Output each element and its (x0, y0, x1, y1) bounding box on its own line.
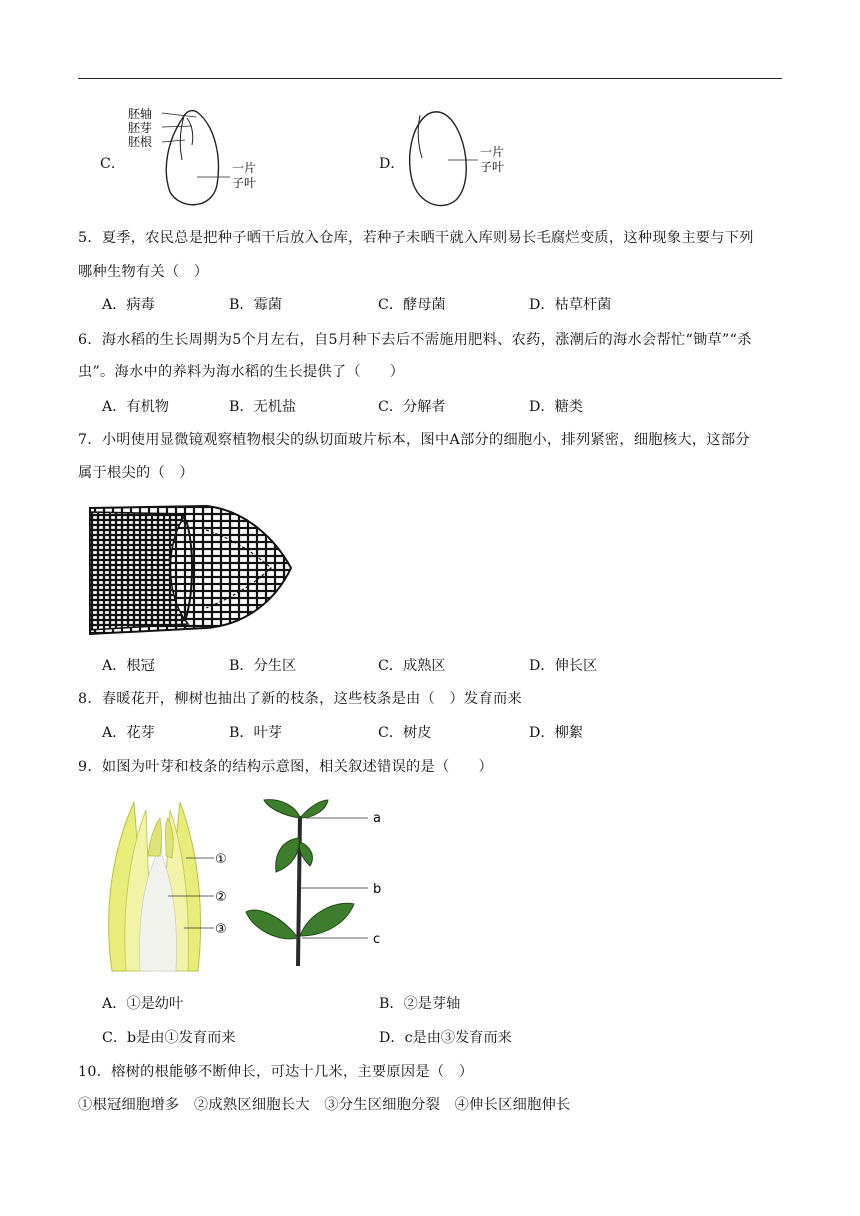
q9-option-d: D．c是由③发育而来 (379, 1030, 512, 1046)
q5-option-b: B．霉菌 (229, 297, 282, 313)
q4-option-c-letter: C． (100, 156, 126, 172)
q8-option-c: C．树皮 (378, 725, 432, 741)
q8-option-d: D．柳絮 (529, 725, 583, 741)
q7-option-d: D．伸长区 (529, 658, 598, 674)
branch-label-c: c (373, 932, 381, 947)
question-10-line-2: ①根冠细胞增多 ②成熟区细胞长大 ③分生区细胞分裂 ④伸长区细胞伸长 (78, 1097, 571, 1113)
q4-option-d-letter: D． (379, 156, 405, 172)
bud-label-1: ① (215, 852, 227, 867)
q7-option-b: B．分生区 (229, 658, 297, 674)
seed-figure-d (400, 100, 530, 212)
bud-label-2: ② (215, 890, 227, 905)
question-6-line-2: 虫”。海水中的养料为海水稻的生长提供了（ ） (78, 364, 405, 380)
label-cotyledon-line1: 一片 (232, 161, 257, 175)
root-tip-figure (86, 500, 298, 640)
question-8-line-1: 8．春暖花开，柳树也抽出了新的枝条，这些枝条是由（ ）发育而来 (78, 691, 522, 707)
bud-label-3: ③ (215, 922, 227, 937)
q9-option-c: C．b是由①发育而来 (102, 1030, 236, 1046)
label-cotyledon-line2: 子叶 (232, 176, 257, 190)
label-plumule: 胚芽 (128, 121, 153, 135)
q6-option-a: A．有机物 (102, 399, 169, 415)
q5-option-a: A．病毒 (102, 297, 155, 313)
question-7-line-2: 属于根尖的（ ） (78, 465, 194, 481)
q6-option-c: C．分解者 (378, 399, 446, 415)
leaf-bud-figure (104, 796, 244, 974)
q5-option-d: D．枯草杆菌 (529, 297, 612, 313)
question-5-line-1: 5．夏季，农民总是把种子晒干后放入仓库，若种子未晒干就入库则易长毛腐烂变质，这种现象主要与下列 (78, 230, 754, 246)
q8-option-b: B．叶芽 (229, 725, 282, 741)
q9-option-a: A．①是幼叶 (102, 996, 184, 1012)
q6-option-b: B．无机盐 (229, 399, 297, 415)
branch-figure (244, 796, 394, 974)
q6-option-d: D．糖类 (529, 399, 583, 415)
label-cotyledon-d-line1: 一片 (480, 145, 505, 159)
q8-option-a: A．花芽 (102, 725, 155, 741)
header-rule (78, 78, 782, 79)
q5-option-c: C．酵母菌 (378, 297, 446, 313)
label-hypocotyl: 胚轴 (128, 107, 153, 121)
q9-option-b: B．②是芽轴 (379, 996, 461, 1012)
question-5-line-2: 哪种生物有关（ ） (78, 264, 209, 280)
question-9-line-1: 9．如图为叶芽和枝条的结构示意图，相关叙述错误的是（ ） (78, 759, 493, 775)
label-radicle: 胚根 (128, 135, 153, 149)
seed-figure-c (122, 100, 282, 212)
branch-label-a: a (373, 811, 381, 826)
question-7-line-1: 7．小明使用显微镜观察植物根尖的纵切面玻片标本，图中A部分的细胞小，排列紧密，细胞核大，这部分 (78, 432, 750, 448)
label-cotyledon-d-line2: 子叶 (480, 160, 505, 174)
question-10-line-1: 10．榕树的根能够不断伸长，可达十几米，主要原因是（ ） (78, 1064, 474, 1080)
branch-label-b: b (373, 882, 382, 897)
q7-option-c: C．成熟区 (378, 658, 446, 674)
question-6-line-1: 6．海水稻的生长周期为5个月左右，自5月种下去后不需施用肥料、农药，涨潮后的海水会帮忙“锄草”“杀 (78, 332, 752, 348)
q7-option-a: A．根冠 (102, 658, 155, 674)
